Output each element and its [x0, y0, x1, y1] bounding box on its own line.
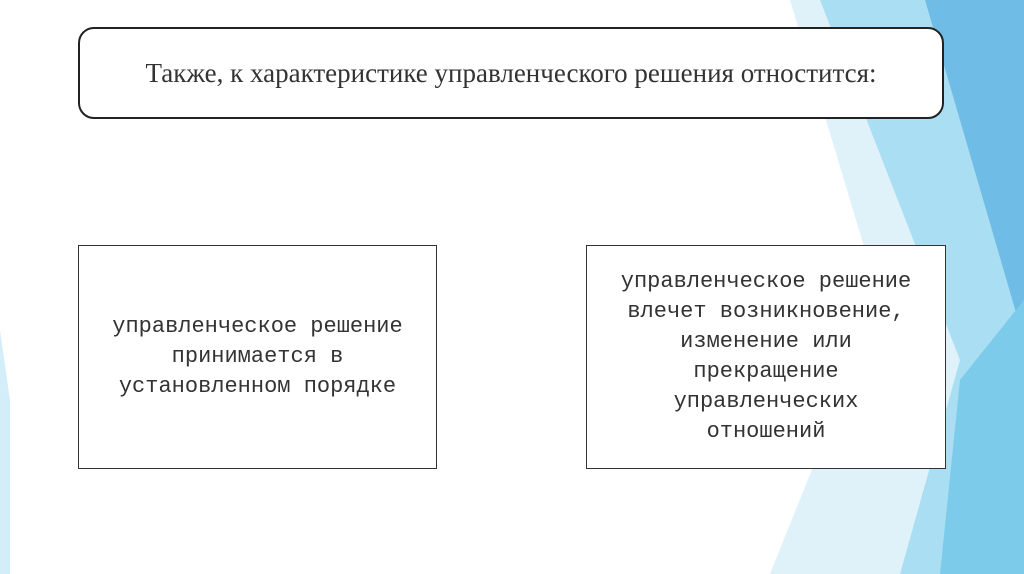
- slide-title: Также, к характеристике управленческого решения отностится:: [145, 58, 877, 88]
- title-box: [78, 27, 944, 119]
- bg-shape-left-sliver: [0, 330, 10, 574]
- left-characteristic-text: управленческое решение принимается в установленном порядке: [112, 314, 403, 399]
- right-characteristic-text: управленческое решение влечет возникновение, изменение или прекращение управленческих отношений: [620, 269, 912, 444]
- left-characteristic-box: [78, 245, 437, 469]
- right-characteristic-box: [586, 245, 946, 469]
